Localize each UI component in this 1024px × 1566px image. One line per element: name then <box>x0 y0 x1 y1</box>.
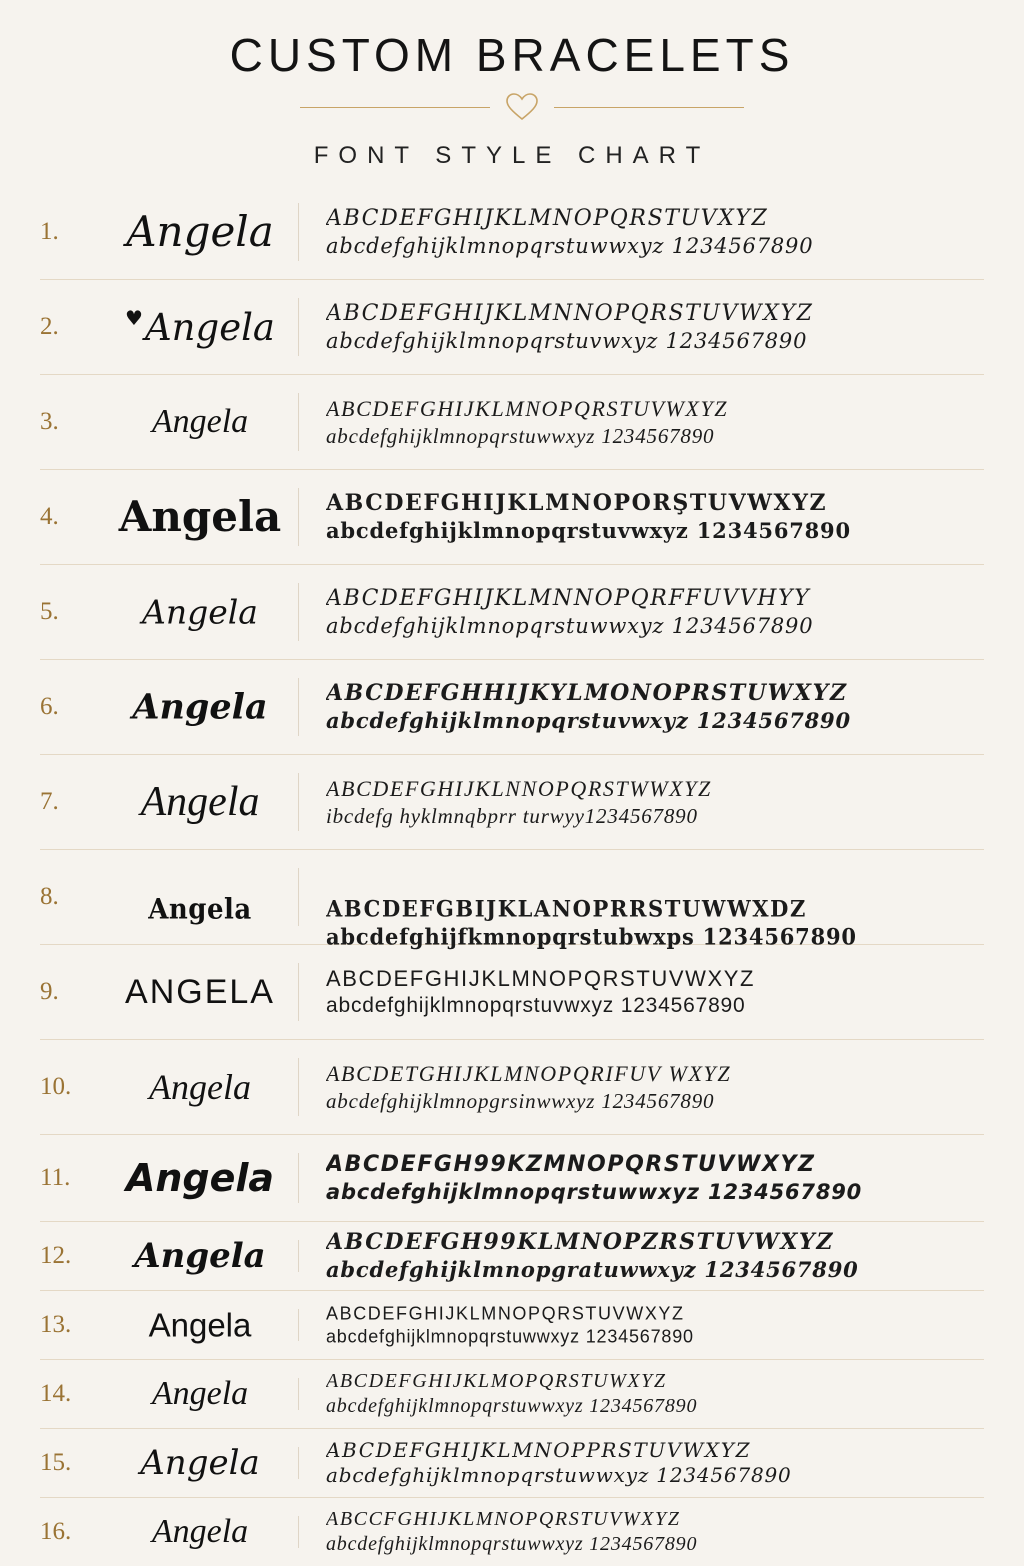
heart-icon: ♥ <box>125 306 143 330</box>
alphabet-sample <box>326 1507 976 1557</box>
name-sample: Angela <box>148 1306 252 1344</box>
column-divider <box>298 583 299 641</box>
lowercase-and-digits: abcdefghijklmnopqrstuwwxyz 1234567890 <box>326 233 814 258</box>
chart-subtitle: FONT STYLE CHART <box>313 142 711 169</box>
column-divider <box>298 963 299 1021</box>
style-number: 11. <box>40 1164 71 1191</box>
name-sample: Angela <box>142 592 258 632</box>
column-divider <box>298 868 299 926</box>
font-style-row-2[interactable] <box>40 280 984 375</box>
column-divider <box>298 773 299 831</box>
lowercase-and-digits: ibcdefg hyklmnqbprr turwyy1234567890 <box>326 803 698 828</box>
alphabet-sample <box>326 775 976 829</box>
lowercase-and-digits: abcdefghijklmnopqrstuwwxyz 1234567890 <box>326 1179 863 1204</box>
alphabet-sample <box>326 585 976 639</box>
style-number: 1. <box>40 218 59 245</box>
column-divider <box>298 298 299 356</box>
lowercase-and-digits: abcdefghijfkmnopqrstubwxps 1234567890 <box>326 923 857 951</box>
uppercase-letters: ABCDEFGHIJKLMNOPPRSTUVWXYZ <box>326 1438 752 1462</box>
lowercase-and-digits: abcdefghijklmnopqrstuvwxyz 1234567890 <box>326 517 851 543</box>
uppercase-letters: ABCDEFGHIJKLMNNOPQRFFUVVHYY <box>326 586 811 612</box>
alphabet-sample <box>326 680 976 734</box>
lowercase-and-digits: abcdefghijklmnopqrstuwwxyz 1234567890 <box>326 1533 698 1555</box>
uppercase-letters: ABCDEFGH99KLMNOPZRSTUVWXYZ <box>326 1229 834 1256</box>
uppercase-letters: ABCDEFGHIJKLMNOPQRSTUVWXYZ <box>326 966 756 992</box>
heart-icon <box>504 92 540 122</box>
font-style-row-7[interactable] <box>40 755 984 850</box>
lowercase-and-digits: abcdefghijklmnopqrstuvwxyz 1234567890 <box>326 993 746 1017</box>
style-number: 9. <box>40 978 59 1005</box>
alphabet-sample <box>326 1369 976 1419</box>
lowercase-and-digits: abcdefghijklmnopgratuwwxyz 1234567890 <box>326 1256 859 1282</box>
uppercase-letters: ABCDEFGH99KZMNOPQRSTUVWXYZ <box>326 1152 816 1178</box>
alphabet-sample <box>326 1060 976 1114</box>
font-style-row-6[interactable] <box>40 660 984 755</box>
chart-header <box>0 0 1024 190</box>
uppercase-letters: ABCDEFGBIJKLANOPRRSTUWWXDZ <box>326 894 807 922</box>
uppercase-letters: ABCDEFGHIJKLMNNOPQRSTUVWXYZ <box>326 301 814 327</box>
style-number: 3. <box>40 408 59 435</box>
uppercase-letters: ABCDEFGHIJKLNNOPQRSTWWXYZ <box>326 776 712 802</box>
name-sample: Angela <box>132 686 268 728</box>
font-style-row-3[interactable] <box>40 375 984 470</box>
lowercase-and-digits: abcdefghijklmnopqrstuvwxyz 1234567890 <box>326 707 851 733</box>
name-sample: Angela <box>125 1156 275 1200</box>
style-number: 7. <box>40 788 59 815</box>
column-divider <box>298 488 299 546</box>
name-sample: ANGELA <box>125 973 275 1011</box>
title-ornament <box>300 92 744 124</box>
style-number: 16. <box>40 1518 72 1545</box>
name-sample: Angela <box>140 1443 260 1483</box>
lowercase-and-digits: abcdefghijklmnopqrstuwwxyz 1234567890 <box>326 1395 698 1417</box>
uppercase-letters: ABCDEFGHIJKLMNOPQRSTUVWXYZ <box>326 1303 685 1324</box>
name-sample <box>102 306 298 349</box>
style-number: 14. <box>40 1380 72 1407</box>
style-number: 12. <box>40 1242 72 1269</box>
font-style-row-16[interactable] <box>40 1498 984 1566</box>
style-number: 10. <box>40 1073 72 1100</box>
font-style-row-10[interactable] <box>40 1040 984 1135</box>
alphabet-sample <box>326 300 976 354</box>
column-divider <box>298 1058 299 1116</box>
font-style-row-11[interactable] <box>40 1135 984 1222</box>
uppercase-letters: ABCDEFGHIJKLMNOPQRSTUVWXYZ <box>326 396 729 422</box>
lowercase-and-digits: abcdefghijklmnopqrstuwwxyz 1234567890 <box>326 1326 694 1346</box>
font-style-row-14[interactable] <box>40 1360 984 1429</box>
uppercase-letters: ABCDETGHIJKLMNOPQRIFUV WXYZ <box>326 1061 732 1087</box>
column-divider <box>298 203 299 261</box>
name-sample: Angela <box>140 779 260 825</box>
name-sample: Angela <box>151 1513 249 1550</box>
alphabet-sample <box>326 895 976 952</box>
lowercase-and-digits: abcdefghijklmnopqrstuwwxyz 1234567890 <box>326 1463 792 1487</box>
name-sample: Angela <box>134 1236 266 1276</box>
column-divider <box>298 1153 299 1203</box>
alphabet-sample <box>326 395 976 449</box>
style-number: 5. <box>40 598 59 625</box>
column-divider <box>298 1378 299 1410</box>
font-style-row-1[interactable] <box>40 185 984 280</box>
style-number: 4. <box>40 503 59 530</box>
name-sample: Angela <box>151 403 249 440</box>
uppercase-letters: ABCDEFGHIJKLMNOPQRSTUVXYZ <box>326 206 769 232</box>
lowercase-and-digits: abcdefghijklmnopgrsinwwxyz 1234567890 <box>326 1088 715 1113</box>
column-divider <box>298 1240 299 1272</box>
uppercase-letters: ABCDEFGHHIJKYLMONOPRSTUWXYZ <box>326 680 848 707</box>
style-number: 8. <box>40 883 59 910</box>
alphabet-sample <box>326 1229 976 1283</box>
alphabet-sample <box>326 1303 976 1348</box>
ornament-line-left <box>300 107 490 108</box>
uppercase-letters: ABCDEFGHIJKLMNOPORŞTUVWXYZ <box>326 490 828 517</box>
font-style-row-5[interactable] <box>40 565 984 660</box>
name-sample-text: Angela <box>144 306 275 349</box>
column-divider <box>298 678 299 736</box>
column-divider <box>298 1447 299 1479</box>
column-divider <box>298 393 299 451</box>
alphabet-sample <box>326 965 976 1019</box>
style-number: 15. <box>40 1449 72 1476</box>
font-style-row-4[interactable] <box>40 470 984 565</box>
font-style-row-15[interactable] <box>40 1429 984 1498</box>
style-number: 13. <box>40 1311 72 1338</box>
name-sample: Angela <box>148 893 252 927</box>
style-number: 6. <box>40 693 59 720</box>
column-divider <box>298 1516 299 1548</box>
font-style-row-9[interactable] <box>40 945 984 1040</box>
alphabet-sample <box>326 1438 976 1488</box>
name-sample: Angela <box>118 492 282 541</box>
name-sample: Angela <box>149 1067 251 1107</box>
lowercase-and-digits: abcdefghijklmnopqrstuvwxyz 1234567890 <box>326 328 808 353</box>
uppercase-letters: ABCCFGHIJKLMNOPQRSTUVWXYZ <box>326 1508 681 1530</box>
alphabet-sample <box>326 490 976 544</box>
lowercase-and-digits: abcdefghijklmnopqrstuwwxyz 1234567890 <box>326 423 715 448</box>
alphabet-sample <box>326 205 976 259</box>
font-style-row-8[interactable] <box>40 850 984 951</box>
style-number: 2. <box>40 313 59 340</box>
name-sample: Angela <box>126 207 274 256</box>
font-style-list <box>40 185 984 1566</box>
page-title: CUSTOM BRACELETS <box>229 29 795 81</box>
ornament-line-right <box>554 107 744 108</box>
name-sample: Angela <box>151 1375 249 1412</box>
lowercase-and-digits: abcdefghijklmnopqrstuwwxyz 1234567890 <box>326 613 814 638</box>
alphabet-sample <box>326 1151 976 1205</box>
font-style-row-13[interactable] <box>40 1291 984 1360</box>
font-style-row-12[interactable] <box>40 1222 984 1291</box>
uppercase-letters: ABCDEFGHIJKLMOPQRSTUWXYZ <box>326 1370 667 1392</box>
column-divider <box>298 1309 299 1341</box>
